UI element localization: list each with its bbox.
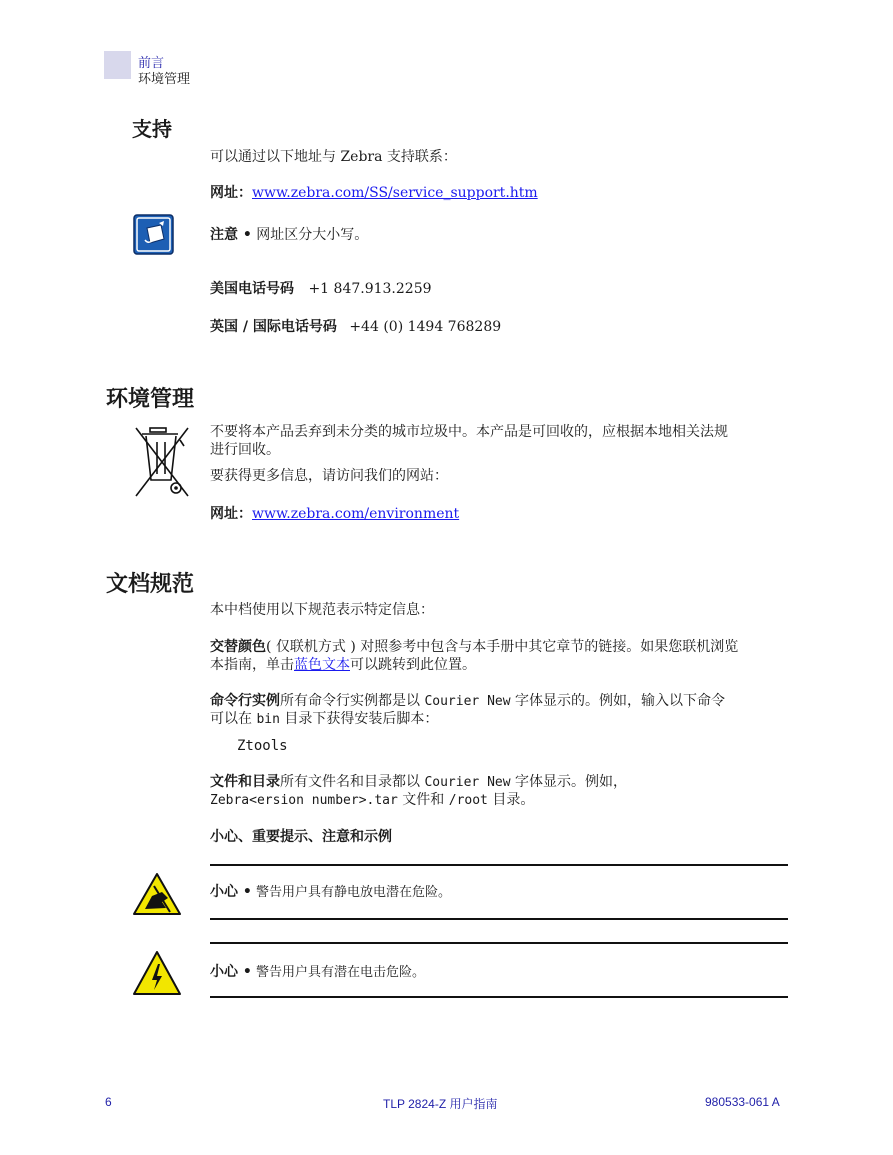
alt-color-label: 交替颜色 [210,639,266,655]
note-line [210,226,368,244]
footer-page-number: 6 [105,1095,112,1109]
caution2-text: 警告用户具有潜在电击危险。 [251,965,425,980]
intl-phone-number: +44 (0) 1494 768289 [349,319,502,335]
files-text-1a: 所有文件名和目录都以 [280,774,425,790]
environment-line-2: 进行回收。 [210,442,280,458]
header-marker [104,51,131,79]
conventions-heading: 文档规范 [106,572,195,597]
command-line-1 [210,692,790,711]
header-section: 环境管理 [138,72,191,87]
alt-color-text-1: ( 仅联机方式 ) 对照参考中包含与本手册中其它章节的链接。如果您联机浏览 [266,639,739,655]
command-text-2a: 可以在 [210,711,257,727]
files-line-1 [210,773,790,792]
command-example: Ztools [237,738,288,754]
caution1-top-rule [210,864,788,866]
command-font-name: Courier New [424,694,511,709]
alt-color-link[interactable]: 蓝色文本 [294,657,350,673]
support-intro: 可以通过以下地址与 Zebra 支持联系： [210,149,457,165]
files-line-2 [210,791,534,810]
esd-warning-icon [132,872,182,916]
support-web-label: 网址： [210,185,252,201]
caution2-line [210,963,425,982]
alt-color-text-2b: 可以跳转到此位置。 [350,657,476,673]
command-text-1b: 字体显示的。例如，输入以下命令 [510,693,725,709]
environment-heading: 环境管理 [106,387,195,412]
environment-line-1: 不要将本产品丢弃到未分类的城市垃圾中。本产品是可回收的，应根据本地相关法规 [210,424,728,440]
files-font-name: Courier New [424,775,511,790]
support-web-link[interactable]: www.zebra.com/SS/service_support.htm [252,185,538,201]
weee-bin-icon [132,424,190,500]
us-phone-label: 美国电话号码 [210,281,294,297]
caution1-text: 警告用户具有静电放电潜在危险。 [251,885,451,900]
caution1-label: 小心 • [210,884,252,900]
environment-more-info: 要获得更多信息，请访问我们的网站： [210,468,448,484]
caution1-bottom-rule [210,918,788,920]
files-example: Zebra<ersion number>.tar [210,793,398,808]
command-label: 命令行实例 [210,693,280,709]
header-chapter: 前言 [138,56,165,71]
cautions-heading: 小心、重要提示、注意和示例 [210,829,392,845]
electric-shock-warning-icon [132,950,182,996]
note-text: 网址区分大小写。 [251,227,369,243]
environment-web-link[interactable]: www.zebra.com/environment [252,506,460,522]
files-label: 文件和目录 [210,774,280,790]
caution2-label: 小心 • [210,964,252,980]
us-phone-line [210,280,432,298]
us-phone-number: +1 847.913.2259 [308,281,432,297]
alt-color-text-2a: 本指南，单击 [210,657,294,673]
support-heading: 支持 [132,117,172,141]
conventions-intro: 本中档使用以下规范表示特定信息： [210,602,434,618]
environment-web-line [210,505,459,523]
command-bin: bin [256,712,280,727]
intl-phone-label: 英国 / 国际电话号码 [210,319,337,335]
caution1-line [210,883,451,902]
note-label: 注意 • [210,227,252,243]
alt-color-line-1 [210,638,790,656]
caution2-top-rule [210,942,788,944]
alt-color-line-2 [210,656,476,674]
command-text-1a: 所有命令行实例都是以 [280,693,425,709]
files-end: 目录。 [487,792,535,808]
intl-phone-line [210,318,501,336]
command-text-2b: 目录下获得安装后脚本： [279,711,439,727]
note-icon [133,214,174,255]
command-line-2 [210,710,438,729]
environment-web-label: 网址： [210,506,252,522]
files-mid: 文件和 [397,792,449,808]
support-web-line [210,184,538,202]
footer-doc-number: 980533-061 A [705,1095,780,1109]
files-text-1b: 字体显示。例如， [510,774,627,790]
footer-title: TLP 2824-Z 用户指南 [383,1097,498,1111]
caution2-bottom-rule [210,996,788,998]
files-root: /root [448,793,488,808]
